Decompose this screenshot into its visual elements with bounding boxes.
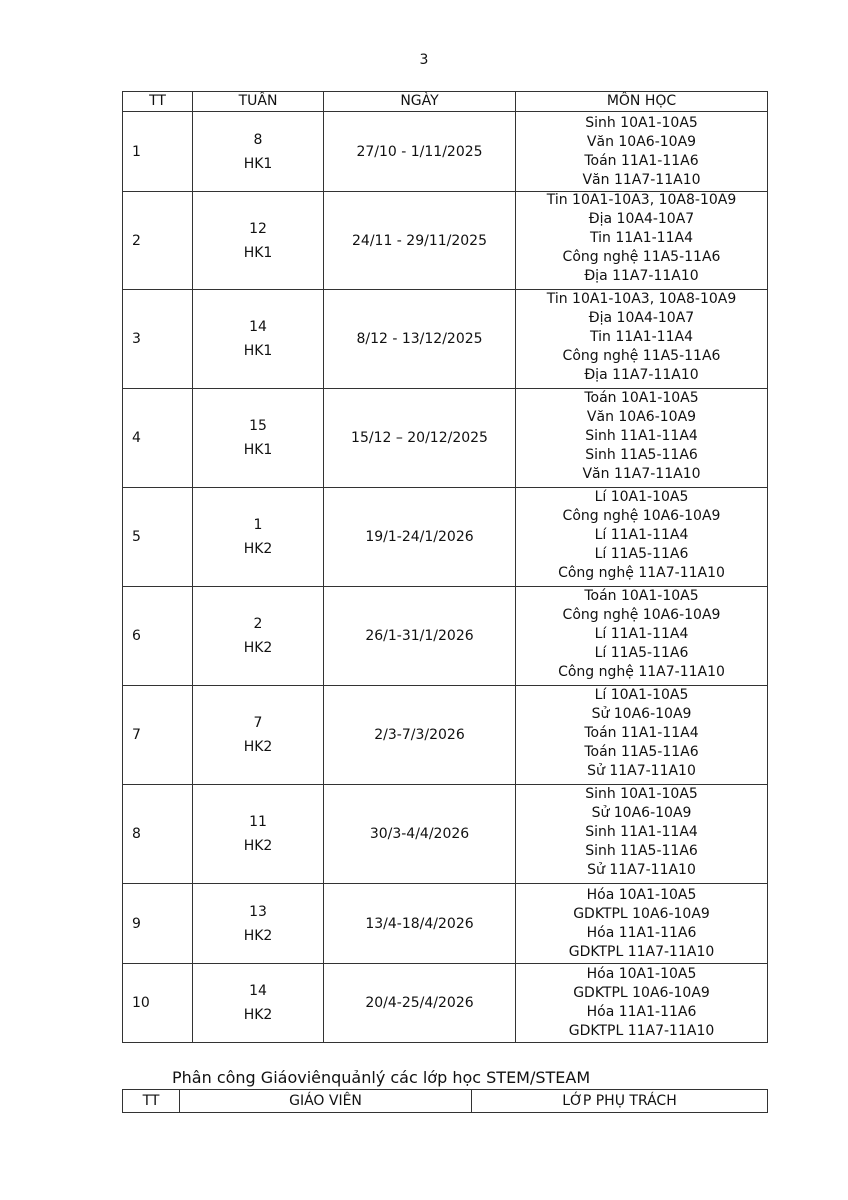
table-row bbox=[123, 290, 768, 389]
row-tt: 8 bbox=[123, 785, 193, 884]
row-week-number: 2 bbox=[253, 616, 263, 632]
row-subjects bbox=[516, 587, 768, 686]
row-tt: 7 bbox=[123, 686, 193, 785]
row-week-cell bbox=[193, 192, 324, 290]
subject-line: GDKTPL 11A7-11A10 bbox=[568, 943, 715, 960]
row-week-term: HK2 bbox=[243, 838, 273, 854]
header-week: TUẦN bbox=[193, 92, 324, 112]
subject-line: Công nghệ 10A6-10A9 bbox=[562, 507, 721, 524]
row-tt: 4 bbox=[123, 389, 193, 488]
subject-line: Sinh 10A1-10A5 bbox=[585, 785, 698, 802]
subject-line: Sử 11A7-11A10 bbox=[587, 762, 696, 779]
subject-line: Toán 10A1-10A5 bbox=[584, 389, 699, 406]
subject-line: Lí 11A1-11A4 bbox=[594, 625, 689, 642]
subject-line: Sinh 10A1-10A5 bbox=[585, 114, 698, 131]
subject-line: Toán 11A5-11A6 bbox=[584, 743, 699, 760]
subject-line: Công nghệ 10A6-10A9 bbox=[562, 606, 721, 623]
table-row bbox=[123, 587, 768, 686]
row-week-term: HK1 bbox=[243, 155, 273, 172]
subject-line: Tin 11A1-11A4 bbox=[590, 230, 693, 246]
subject-line: Toán 11A1-11A6 bbox=[584, 152, 699, 169]
subject-line: Văn 11A7-11A10 bbox=[582, 171, 701, 188]
row-date: 30/3-4/4/2026 bbox=[324, 785, 516, 884]
row-tt: 3 bbox=[123, 290, 193, 389]
row-tt: 10 bbox=[123, 964, 193, 1043]
row-week-cell bbox=[193, 488, 324, 587]
subject-line: GDKTPL 10A6-10A9 bbox=[573, 985, 710, 1001]
row-subjects bbox=[516, 785, 768, 884]
row-subjects bbox=[516, 290, 768, 389]
subjects-list bbox=[516, 686, 767, 781]
subject-line: Hóa 11A1-11A6 bbox=[586, 924, 697, 941]
subject-line: Lí 10A1-10A5 bbox=[594, 686, 689, 703]
row-week-number: 8 bbox=[253, 131, 263, 148]
row-week-number: 15 bbox=[249, 418, 267, 434]
subject-line: GDKTPL 10A6-10A9 bbox=[573, 905, 710, 922]
header-subjects: MÔN HỌC bbox=[516, 92, 768, 112]
subjects-list bbox=[516, 191, 767, 286]
subject-line: Công nghệ 11A7-11A10 bbox=[558, 663, 725, 680]
table-row bbox=[123, 964, 768, 1043]
subject-line: Công nghệ 11A7-11A10 bbox=[558, 564, 725, 581]
row-date: 20/4-25/4/2026 bbox=[324, 964, 516, 1043]
subjects-list bbox=[516, 965, 767, 1041]
schedule-header-row bbox=[123, 92, 768, 112]
row-week-term: HK1 bbox=[243, 343, 273, 359]
row-week-term: HK1 bbox=[243, 442, 273, 458]
subject-line: Hóa 11A1-11A6 bbox=[586, 1004, 697, 1020]
row-date: 24/11 - 29/11/2025 bbox=[324, 192, 516, 290]
row-week-cell bbox=[193, 884, 324, 964]
row-date: 27/10 - 1/11/2025 bbox=[324, 112, 516, 192]
subject-line: Văn 11A7-11A10 bbox=[582, 465, 701, 482]
row-week-cell bbox=[193, 290, 324, 389]
row-tt: 2 bbox=[123, 192, 193, 290]
teachers-header-row bbox=[123, 1090, 768, 1113]
subject-line: Hóa 10A1-10A5 bbox=[586, 886, 697, 903]
row-tt: 1 bbox=[123, 112, 193, 192]
row-date: 2/3-7/3/2026 bbox=[324, 686, 516, 785]
subject-line: Toán 10A1-10A5 bbox=[584, 587, 699, 604]
subject-line: Lí 11A5-11A6 bbox=[594, 644, 689, 661]
header-tt: TT bbox=[123, 92, 193, 112]
subject-line: GDKTPL 11A7-11A10 bbox=[568, 1023, 715, 1039]
teachers-header-tt: TT bbox=[123, 1090, 180, 1113]
row-subjects bbox=[516, 964, 768, 1043]
table-row bbox=[123, 488, 768, 587]
subjects-list bbox=[516, 488, 767, 583]
subjects-list bbox=[516, 587, 767, 682]
table-row bbox=[123, 112, 768, 192]
row-tt: 9 bbox=[123, 884, 193, 964]
row-date: 19/1-24/1/2026 bbox=[324, 488, 516, 587]
subject-line: Công nghệ 11A5-11A6 bbox=[562, 347, 721, 364]
row-week-number: 13 bbox=[249, 903, 267, 920]
subjects-list bbox=[516, 389, 767, 484]
header-date: NGÀY bbox=[324, 92, 516, 112]
row-week-number: 14 bbox=[249, 319, 267, 335]
row-week-cell bbox=[193, 112, 324, 192]
row-date: 26/1-31/1/2026 bbox=[324, 587, 516, 686]
row-week-number: 7 bbox=[253, 715, 263, 731]
row-week-number: 11 bbox=[249, 814, 267, 830]
teachers-header-teacher: GIÁO VIÊN bbox=[180, 1090, 472, 1113]
row-date: 13/4-18/4/2026 bbox=[324, 884, 516, 964]
row-subjects bbox=[516, 488, 768, 587]
table-row bbox=[123, 192, 768, 290]
row-week-number: 12 bbox=[249, 220, 267, 237]
subject-line: Hóa 10A1-10A5 bbox=[586, 966, 697, 982]
subject-line: Sinh 11A5-11A6 bbox=[585, 842, 698, 859]
row-subjects bbox=[516, 112, 768, 192]
row-subjects bbox=[516, 192, 768, 290]
subject-line: Lí 11A1-11A4 bbox=[594, 526, 689, 543]
row-week-term: HK1 bbox=[243, 244, 273, 261]
row-subjects bbox=[516, 389, 768, 488]
subject-line: Sinh 11A1-11A4 bbox=[585, 823, 698, 840]
page-number: 3 bbox=[419, 52, 429, 68]
subjects-list bbox=[516, 886, 767, 962]
subject-line: Tin 11A1-11A4 bbox=[590, 328, 693, 345]
subject-line: Tin 10A1-10A3, 10A8-10A9 bbox=[546, 290, 737, 307]
row-tt: 5 bbox=[123, 488, 193, 587]
subject-line: Sử 11A7-11A10 bbox=[587, 861, 696, 878]
subjects-list bbox=[516, 114, 767, 190]
subject-line: Địa 10A4-10A7 bbox=[588, 309, 695, 326]
row-week-cell bbox=[193, 964, 324, 1043]
row-subjects bbox=[516, 686, 768, 785]
row-week-term: HK2 bbox=[243, 640, 273, 656]
subject-line: Lí 11A5-11A6 bbox=[594, 545, 689, 562]
subject-line: Lí 10A1-10A5 bbox=[594, 488, 689, 505]
subjects-list bbox=[516, 290, 767, 385]
teachers-header-classes: LỚP PHỤ TRÁCH bbox=[472, 1090, 768, 1113]
row-week-term: HK2 bbox=[243, 1007, 273, 1023]
table-row bbox=[123, 884, 768, 964]
subject-line: Địa 11A7-11A10 bbox=[584, 366, 699, 383]
subject-line: Sử 10A6-10A9 bbox=[591, 705, 692, 722]
row-tt: 6 bbox=[123, 587, 193, 686]
row-week-number: 1 bbox=[253, 517, 263, 533]
row-subjects bbox=[516, 884, 768, 964]
subject-line: Địa 10A4-10A7 bbox=[588, 211, 695, 227]
teachers-section-title: Phân công Giáoviênquảnlý các lớp học STEM/STEAM bbox=[172, 1068, 591, 1087]
row-week-number: 14 bbox=[249, 983, 267, 999]
subject-line: Sinh 11A5-11A6 bbox=[585, 446, 698, 463]
schedule-table bbox=[122, 91, 768, 1043]
row-date: 8/12 - 13/12/2025 bbox=[324, 290, 516, 389]
row-week-cell bbox=[193, 785, 324, 884]
subjects-list bbox=[516, 785, 767, 880]
table-row bbox=[123, 785, 768, 884]
subject-line: Tin 10A1-10A3, 10A8-10A9 bbox=[546, 192, 737, 208]
subject-line: Toán 11A1-11A4 bbox=[584, 724, 699, 741]
subject-line: Sinh 11A1-11A4 bbox=[585, 427, 698, 444]
row-week-term: HK2 bbox=[243, 927, 273, 944]
row-week-cell bbox=[193, 686, 324, 785]
subject-line: Văn 10A6-10A9 bbox=[586, 133, 697, 150]
table-row bbox=[123, 686, 768, 785]
row-week-term: HK2 bbox=[243, 541, 273, 557]
table-row bbox=[123, 389, 768, 488]
subject-line: Địa 11A7-11A10 bbox=[584, 268, 699, 284]
row-week-term: HK2 bbox=[243, 739, 273, 755]
subject-line: Công nghệ 11A5-11A6 bbox=[562, 249, 721, 265]
row-date: 15/12 – 20/12/2025 bbox=[324, 389, 516, 488]
teachers-table bbox=[122, 1089, 768, 1113]
row-week-cell bbox=[193, 389, 324, 488]
subject-line: Văn 10A6-10A9 bbox=[586, 408, 697, 425]
row-week-cell bbox=[193, 587, 324, 686]
subject-line: Sử 10A6-10A9 bbox=[591, 804, 692, 821]
